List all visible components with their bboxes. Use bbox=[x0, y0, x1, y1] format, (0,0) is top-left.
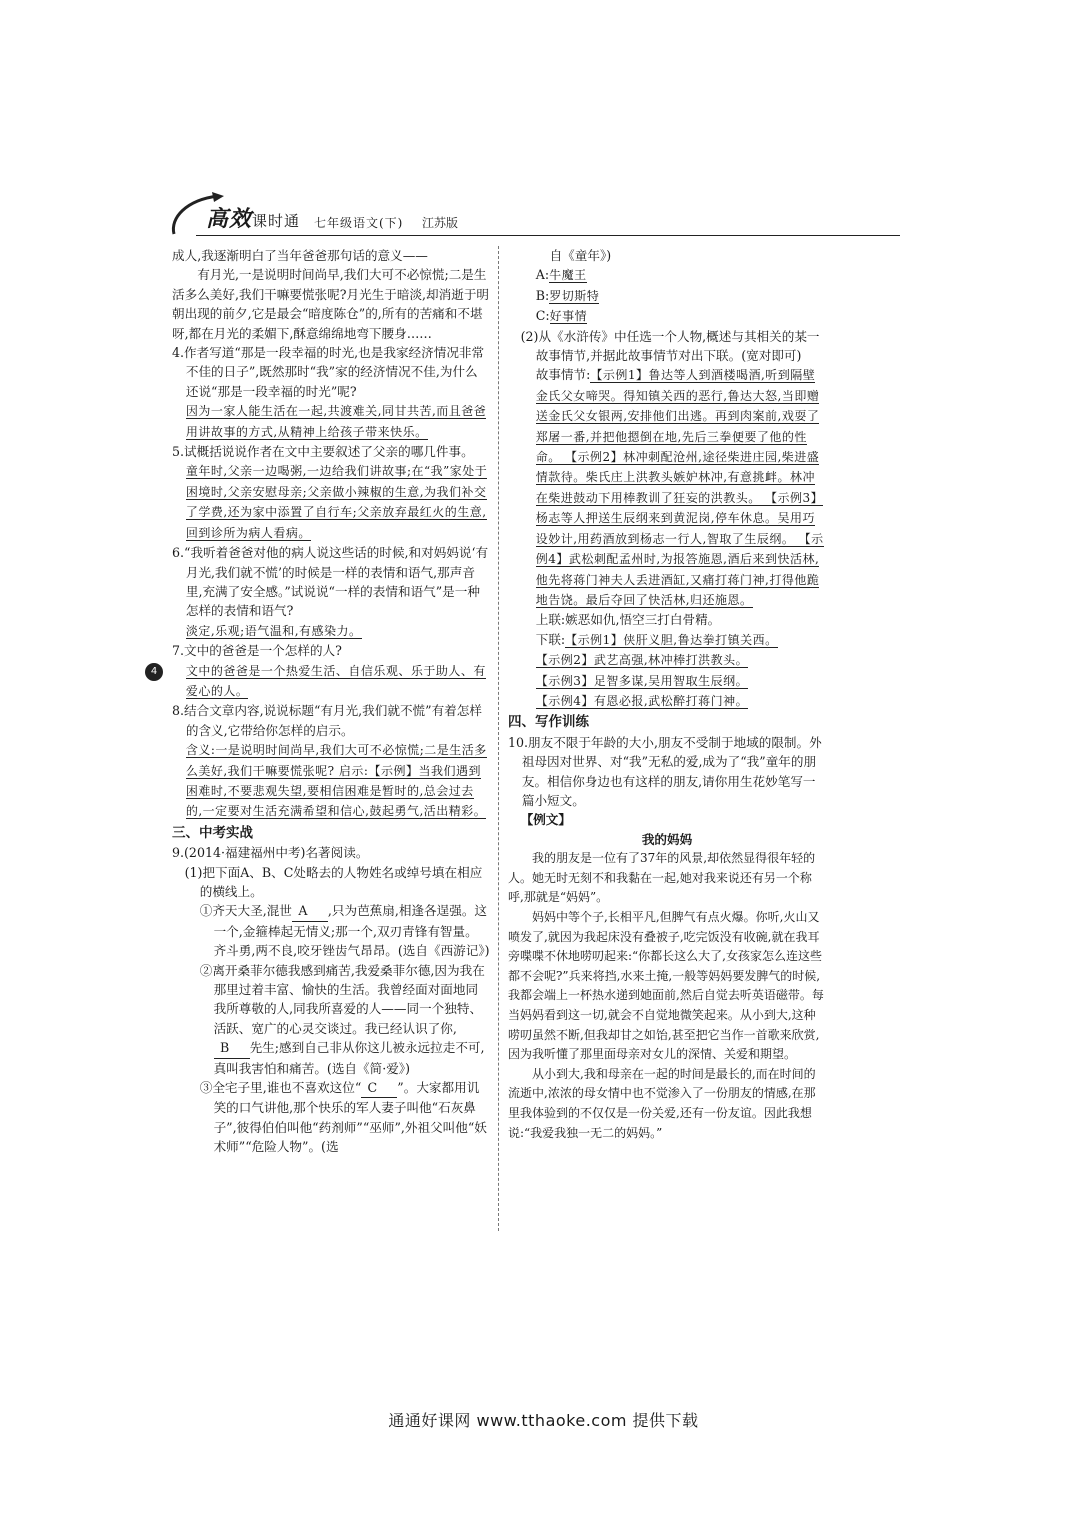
upper-couplet: 上联:嫉恶如仇,悟空三打白骨精。 bbox=[535, 612, 721, 628]
page-header bbox=[168, 190, 900, 240]
essay-paragraph-1: 我的朋友是一位有了37年的风景,却依然显得很年轻的人。她无时无刻不和我黏在一起,她对我来说还有另一个称呼,那就是“妈妈”。 bbox=[508, 851, 816, 905]
essay-paragraph-2: 妈妈中等个子,长相平凡,但脾气有点火爆。你听,火山又喷发了,就因为我起床没有叠被子,吃完饭没有收碗,就在我耳旁喋喋不休地唠叨起来:“你都长这么大了,女孩家怎么连这些都不会呢?”兵来将挡,水来土掩,一般等妈妈要发脾气的时候,我都会端上一杯热水递到她面前,然后自觉去听英语磁带。每当妈妈看到这一切,就会不自觉地微笑起来。从小到大,这种唠叨虽然不断,但我却甘之如饴,甚至把它当作一首歌来欣赏,因为我听懂了那里面母亲对女儿的深情、关爱和期望。 bbox=[508, 909, 824, 1062]
intro-line: 成人,我逐渐明白了当年爸爸那句话的意义—— bbox=[172, 248, 428, 263]
question-9-part-1: (1)把下面A、B、C处略去的人物姓名或绰号填在相应的横线上。 bbox=[184, 864, 483, 899]
lower-couplet-4: 【示例4】有恩必报,武松醉打蒋门神。 bbox=[535, 693, 749, 708]
blank-a: A bbox=[292, 901, 328, 921]
intro-paragraph: 有月光,一是说明时间尚早,我们大可不必惊慌;二是生活多么美好,我们干嘛要慌张呢?月光生于暗淡,却消逝于明朝出现的前夕,它是最会“暗度陈仓”的,所有的苦痛和不堪呀,都在月光的柔媚下,酥意绵绵地弯下腰身…… bbox=[172, 267, 490, 341]
lower-couplet-3: 【示例3】足智多谋,吴用智取生辰纲。 bbox=[535, 673, 749, 688]
logo bbox=[206, 202, 300, 233]
question-7: 7.文中的爸爸是一个怎样的人? bbox=[172, 643, 342, 659]
option-3: ③全宅子里,谁也不喜欢这位“ C ”。大家都用讥笑的口气讲他,那个快乐的军人妻子叫他“石灰鼻子”,彼得伯伯叫他“药剂师”“巫师”,外祖父叫他“妖术师”“危险人物”。(选 bbox=[199, 1080, 487, 1155]
answer-8: 含义:一是说明时间尚早,我们大可不必惊慌;二是生活多么美好,我们干嘛要慌张呢? 启示:【示例】当我们遇到困难时,不要悲观失望,要相信困难是暂时的,总会过去的,一定要对生活充满希望和信心,鼓起勇气,活出精彩。 bbox=[185, 743, 487, 819]
option-2: ②离开桑菲尔德我感到痛苦,我爱桑菲尔德,因为我在那里过着丰富、愉快的生活。我曾经面对面地同我所尊敬的人,同我所喜爱的人——同一个独特、活跃、宽广的心灵交谈过。我已经认识了你,B 先生;感到自己非从你这儿被永远拉走不可,真叫我害怕和痛苦。(选自《简·爱》) bbox=[199, 962, 485, 1076]
question-6: 6.“我听着爸爸对他的病人说这些话的时候,和对妈妈说‘有月光,我们就不慌’的时候是一样的表情和语气,那声音里,充满了安全感。”试说说“一样的表情和语气”是一种怎样的表情和语气? bbox=[172, 545, 489, 619]
page-number-badge: 4 bbox=[145, 663, 163, 681]
lower-couplet-2: 【示例2】武艺高强,林冲棒打洪教头。 bbox=[535, 653, 749, 668]
answer-6: 淡定,乐观;语气温和,有感染力。 bbox=[185, 623, 362, 638]
answer-5: 童年时,父亲一边喝粥,一边给我们讲故事;在“我”家处于困境时,父亲安慰母亲;父亲做小辣椒的生意,为我们补交了学费,还为家中添置了自行车;父亲放弃最红火的生意,回到诊所为病人看病。 bbox=[185, 464, 488, 540]
question-8: 8.结合文章内容,说说标题“有月光,我们就不慌”有着怎样的含义,它带给你怎样的启示。 bbox=[172, 703, 482, 738]
question-5: 5.试概括说说作者在文中主要叙述了父亲的哪几件事。 bbox=[172, 444, 474, 460]
blank-b: B bbox=[214, 1038, 250, 1058]
answer-7: 文中的爸爸是一个热爱生活、自信乐观、乐于助人、有爱心的人。 bbox=[185, 663, 486, 698]
lower-couplet: 下联:【示例1】侠肝义胆,鲁达拳打镇关西。 bbox=[535, 631, 778, 647]
footer-download-notice: 通通好课网 www.tthaoke.com 提供下载 bbox=[388, 1411, 699, 1430]
answer-4: 因为一家人能生活在一起,共渡难关,同甘共苦,而且爸爸用讲故事的方式,从精神上给孩子带来快乐。 bbox=[185, 404, 487, 439]
example-label: 【例文】 bbox=[520, 812, 571, 828]
header-rule bbox=[196, 235, 900, 236]
logo-main-text: 高效 bbox=[206, 206, 253, 232]
question-9: 9.(2014·福建福州中考)名著阅读。 bbox=[172, 845, 369, 861]
answer-b: B:罗切斯特 bbox=[535, 287, 600, 303]
blank-c: C bbox=[361, 1078, 397, 1098]
logo-small-text: 课时通 bbox=[252, 212, 301, 230]
column-divider bbox=[498, 246, 499, 1231]
essay-title: 我的妈妈 bbox=[641, 831, 693, 847]
book-edition: 江苏版 bbox=[422, 216, 459, 230]
option-1: ①齐天大圣,混世 A ,只为芭蕉扇,相逢各逞强。这一个,金箍棒起无情义;那一个,双刃青锋有智量。齐斗勇,两不良,咬牙锉齿气昂昂。(选自《西游记》) bbox=[199, 903, 490, 959]
right-column bbox=[508, 246, 826, 1143]
question-4: 4.作者写道“那是一段幸福的时光,也是我家经济情况非常不佳的日子”,既然那时“我”家的经济情况不佳,为什么还说“那是一段幸福的时光”呢? bbox=[172, 345, 485, 399]
answer-a: A:牛魔王 bbox=[535, 267, 587, 283]
book-subtitle: 七年级语文(下) bbox=[314, 216, 404, 230]
answer-c: C:好事情 bbox=[535, 308, 588, 324]
source-continuation: 自《童年》) bbox=[549, 248, 612, 263]
question-9-part-2: (2)从《水浒传》中任选一个人物,概述与其相关的某一故事情节,并据此故事情节对出下联。(宽对即可) bbox=[520, 328, 820, 364]
section-3-heading: 三、中考实战 bbox=[172, 824, 253, 841]
essay-paragraph-3: 从小到大,我和母亲在一起的时间是最长的,而在时间的流逝中,浓浓的母女情中也不觉渗入了一份朋友的情感,在那里我体验到的不仅仅是一份关爱,还有一份友谊。因此我想说:“我爱我独一无二的妈妈。” bbox=[508, 1066, 816, 1140]
left-column bbox=[172, 246, 490, 1157]
section-4-heading: 四、写作训练 bbox=[508, 714, 589, 731]
question-10: 10.朋友不限于年龄的大小,朋友不受制于地域的限制。外祖母因对世界、对“我”无私的爱,成为了“我”童年的朋友。相信你身边也有这样的朋友,请你用生花妙笔写一篇小短文。 bbox=[508, 734, 822, 808]
plot-answer: 故事情节:【示例1】鲁达等人到酒楼喝酒,听到隔壁金氏父女啼哭。得知镇关西的恶行,鲁达大怒,当即赠送金氏父女银两,安排他们出逃。再到肉案前,戏耍了郑屠一番,并把他摁倒在地,先后三拳便要了他的性命。 【示例2】林冲刺配沧州,途径柴进庄园,柴进盛情款待。柴氏庄上洪教头嫉妒林冲,有意挑衅。林冲在柴进鼓动下用棒教训了狂妄的洪教头。 【示例3】杨志等人押送生辰纲来到黄泥岗,停车休息。吴用巧设妙计,用药酒放到杨志一行人,智取了生辰纲。 【示例4】武松刺配孟州时,为报答施恩,酒后来到快活林,他先将蒋门神夫人丢进酒缸,又痛打蒋门神,打得他跪地告饶。最后夺回了快活林,归还施恩。 bbox=[535, 367, 824, 607]
